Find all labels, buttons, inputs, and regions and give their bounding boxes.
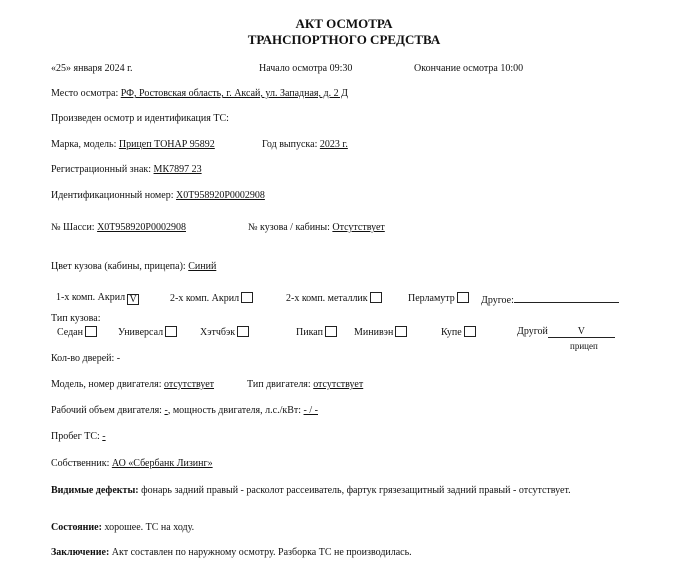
body-type-option [200,326,249,338]
owner-row [51,458,213,469]
color-row [51,261,216,272]
conclusion-label: Заключение: [51,547,110,558]
body-type-other [517,326,615,338]
year-value: 2023 г. [319,139,348,150]
body-number-row [248,222,385,233]
year-label: Год выпуска: [262,139,318,150]
chassis-label: № Шасси: [51,222,95,233]
body-type-label-text: Универсал [118,327,164,338]
engine-model-row [51,379,214,390]
volume-label: Рабочий объем двигателя: [51,405,162,416]
owner-value: АО «Сбербанк Лизинг» [111,458,213,469]
engine-volume-row [51,405,318,416]
paint-option-label: Перламутр [408,293,455,304]
mileage-label: Пробег ТС: [51,431,100,442]
color-value: Синий [188,261,217,272]
body-type-option [441,326,476,338]
defects-label: Видимые дефекты: [51,485,139,496]
body-type-label-text: Купе [441,327,462,338]
body-type-checkbox[interactable] [165,326,177,337]
paint-option [408,292,469,304]
make-label: Марка, модель: [51,139,117,150]
inspection-start: Начало осмотра 09:30 [259,63,353,74]
body-type-checkbox[interactable] [395,326,407,337]
body-type-option [296,326,337,338]
paint-checkbox[interactable] [241,292,253,303]
body-type-other-label: Другой [517,326,548,337]
paint-other-line[interactable] [514,292,619,303]
vin-value: X0T958920P0002908 [175,190,265,201]
year-row [262,139,348,150]
chassis-value: X0T958920P0002908 [97,222,186,233]
body-type-option [118,326,177,338]
reg-row [51,164,202,175]
doc-title-line2: ТРАНСПОРТНОГО СРЕДСТВА [247,32,441,47]
paint-option [170,292,253,304]
body-type-checkbox[interactable] [237,326,249,337]
body-type-option [354,326,407,338]
place-row [51,88,348,99]
reg-label: Регистрационный знак: [51,164,152,175]
body-number-label: № кузова / кабины: [248,222,330,233]
paint-other-label: Другое: [481,295,514,306]
make-row [51,139,215,150]
paint-option-label: 1-х комп. Акрил [56,292,126,303]
body-type-label-text: Седан [57,327,83,338]
make-value: Прицеп ТОНАР 95892 [118,139,215,150]
inspection-date: «25» января 2024 г. [51,63,133,74]
paint-other [481,292,619,306]
body-number-value: Отсутствует [332,222,385,233]
vin-label: Идентификационный номер: [51,190,174,201]
power-label: , мощность двигателя, л.с./кВт: [167,405,302,416]
body-type-checkbox[interactable] [464,326,476,337]
engine-type-value: отсутствует [313,379,364,390]
place-value: РФ, Ростовская область, г. Аксай, ул. Западная, д. 2 Д [120,88,348,99]
defects-paragraph [51,484,619,497]
engine-model-label: Модель, номер двигателя: [51,379,162,390]
paint-checkbox[interactable] [370,292,382,303]
power-value: - / - [303,405,318,416]
mileage-row [51,431,106,442]
body-type-label: Тип кузова: [51,313,101,324]
inspection-end: Окончание осмотра 10:00 [414,63,524,74]
condition-row [51,522,194,533]
body-type-checkbox[interactable] [85,326,97,337]
body-type-label-text: Пикап [296,327,323,338]
volume-value: - [164,405,168,416]
conclusion-value: Акт составлен по наружному осмотру. Разборка ТС не производилась. [111,547,412,558]
place-label: Место осмотра: [51,88,119,99]
condition-label: Состояние: [51,522,102,533]
condition-value: хорошее. ТС на ходу. [104,522,195,533]
paint-checkbox[interactable] [457,292,469,303]
paint-option [286,292,382,304]
engine-type-row [247,379,363,390]
mileage-value: - [102,431,106,442]
body-type-other-mark[interactable]: V [548,326,615,338]
body-type-label-text: Хэтчбэк [200,327,236,338]
body-type-label-text: Минивэн [354,327,394,338]
doors-count: Кол-во дверей: - [51,353,121,364]
identification-heading: Произведен осмотр и идентификация ТС: [51,113,229,124]
body-type-checkbox[interactable] [325,326,337,337]
vin-row [51,190,265,201]
reg-value: МК7897 23 [153,164,202,175]
engine-model-value: отсутствует [163,379,215,390]
engine-type-label: Тип двигателя: [247,379,311,390]
doc-title-line1: АКТ ОСМОТРА [295,16,393,31]
conclusion-row [51,547,412,558]
paint-option [56,292,139,305]
defects-value: фонарь задний правый - расколот рассеиватель, фартук грязезащитный задний правый - отсутствует. [141,485,571,496]
owner-label: Собственник: [51,458,110,469]
paint-option-label: 2-х комп. Акрил [170,293,240,304]
body-type-option [57,326,97,338]
paint-option-label: 2-х комп. металлик [286,293,368,304]
body-type-other-note: прицеп [570,341,598,351]
color-label: Цвет кузова (кабины, прицепа): [51,261,186,272]
paint-checkbox[interactable]: V [127,294,139,305]
chassis-row [51,222,192,233]
